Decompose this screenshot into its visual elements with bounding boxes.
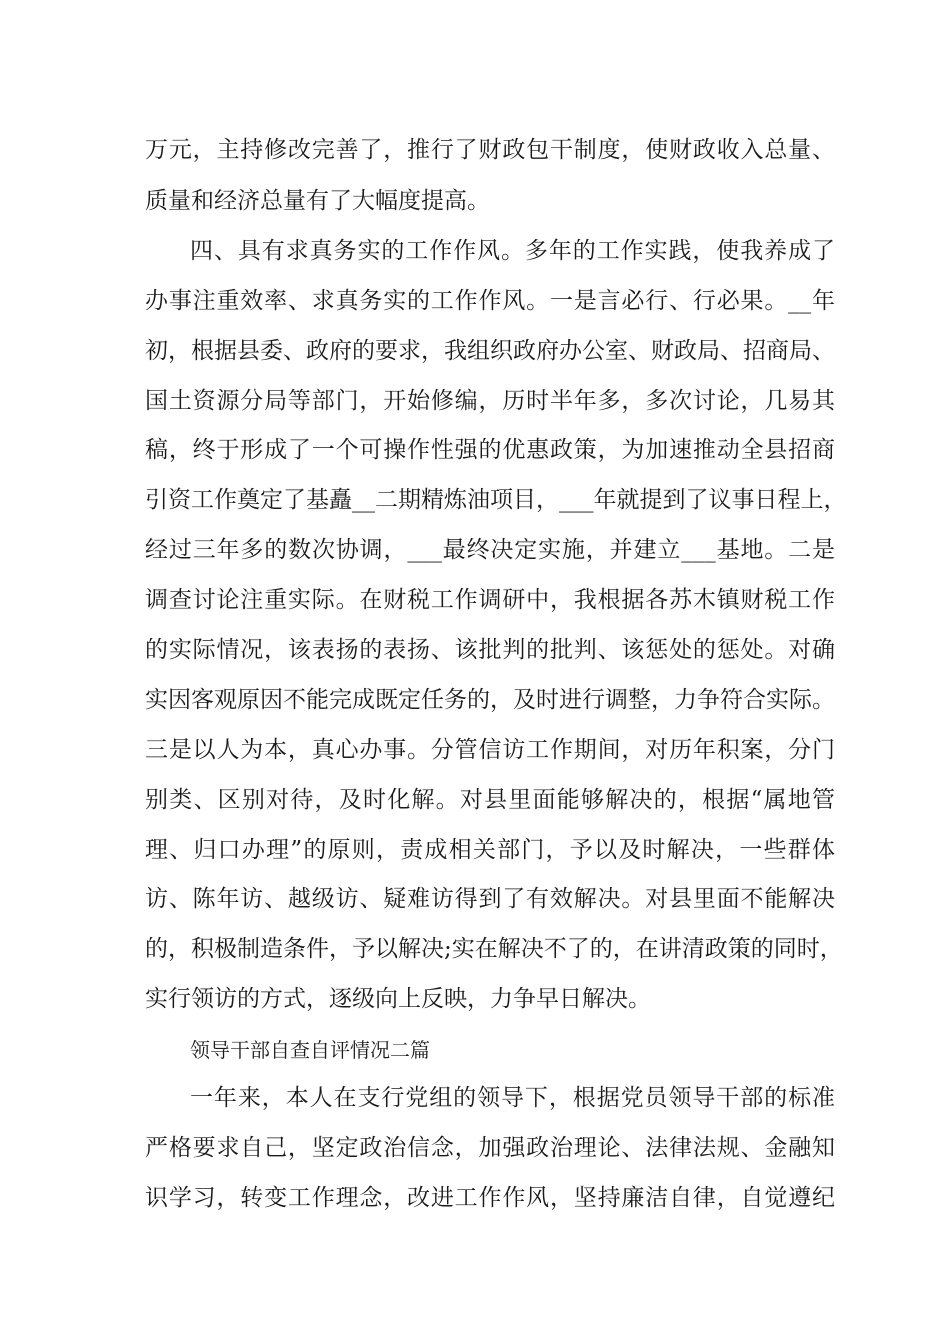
text-line: 严格要求自己，坚定政治信念，加强政治理论、法律法规、金融知 [145,1135,835,1161]
text-line: 访、陈年访、越级访、疑难访得到了有效解决。对县里面不能解决 [145,886,835,912]
text-line: 国土资源分局等部门，开始修编，历时半年多，多次讨论，几易其 [145,388,835,414]
text-line: 调查讨论注重实际。在财税工作调研中，我根据各苏木镇财税工作 [145,587,835,613]
text-line: 初，根据县委、政府的要求，我组织政府办公室、财政局、招商局、 [145,338,835,364]
text-line: 理、归口办理”的原则，责成相关部门，予以及时解决，一些群体 [145,837,835,863]
text-line: 实行领访的方式，逐级向上反映，力争早日解决。 [145,986,651,1012]
text-line: 引资工作奠定了基矗__二期精炼油项目，___年就提到了议事日程上， [145,487,847,513]
text-line: 别类、区别对待，及时化解。对县里面能够解决的，根据“属地管 [145,787,835,813]
text-line: 经过三年多的数次协调，___最终决定实施，并建立___基地。二是 [145,537,835,563]
text-line: 识学习，转变工作理念，改进工作作风，坚持廉洁自律，自觉遵纪 [145,1185,835,1211]
text-line: 三是以人为本，真心办事。分管信访工作期间，对历年积案，分门 [145,737,835,763]
text-line: 万元，主持修改完善了，推行了财政包干制度，使财政收入总量、 [145,137,835,163]
text-line: 办事注重效率、求真务实的工作作风。一是言必行、行必果。__年 [145,288,835,314]
text-line: 的实际情况，该表扬的表扬、该批判的批判、该惩处的惩处。对确 [145,637,835,663]
text-line: 稿，终于形成了一个可操作性强的优惠政策，为加速推动全县招商 [145,437,835,463]
text-line: 的，积极制造条件，予以解决;实在解决不了的，在讲清政策的同时， [145,936,843,962]
text-line: 四、具有求真务实的工作作风。多年的工作实践，使我养成了 [190,238,835,264]
section-heading: 领导干部自查自评情况二篇 [190,1038,430,1062]
text-line: 实因客观原因不能完成既定任务的，及时进行调整，力争符合实际。 [145,687,835,713]
text-line: 一年来，本人在支行党组的领导下，根据党员领导干部的标准 [190,1085,835,1111]
text-line: 质量和经济总量有了大幅度提高。 [145,188,490,214]
